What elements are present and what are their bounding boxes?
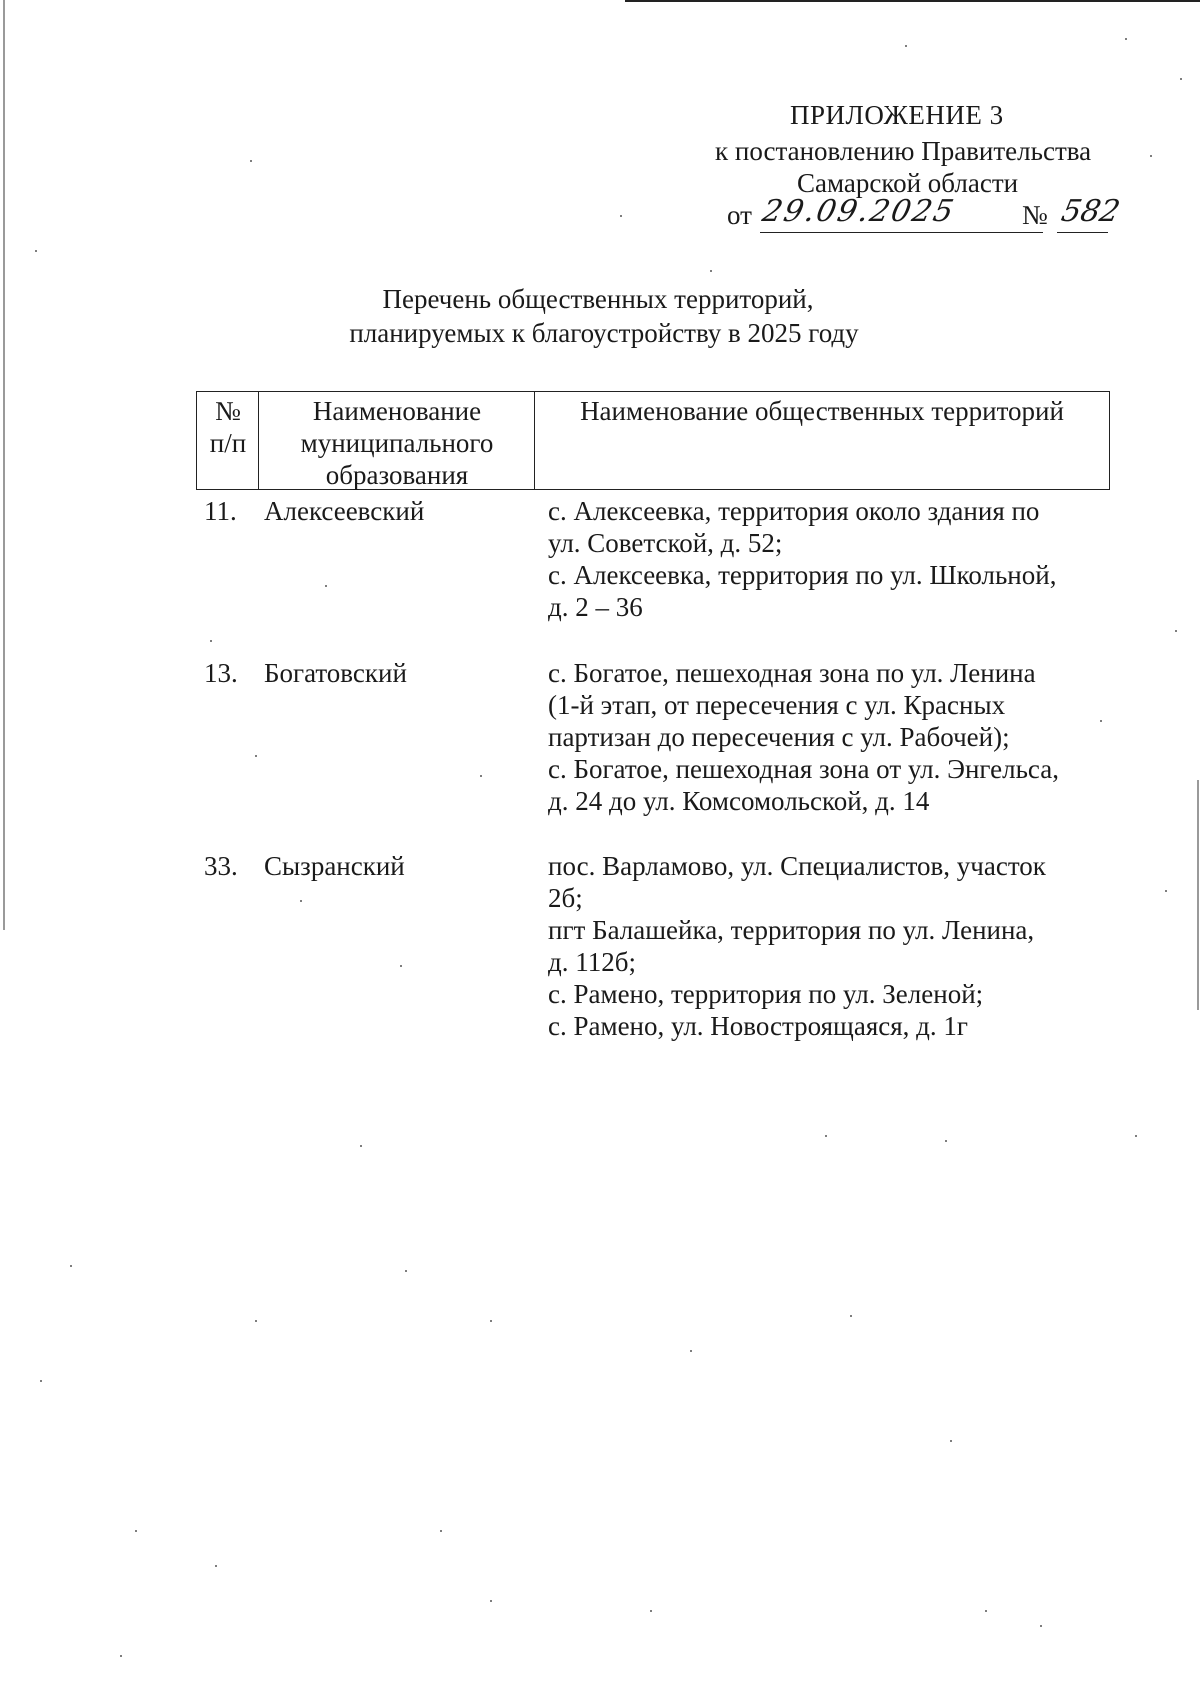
decree-date-row — [727, 194, 1127, 240]
territory-line: (1-й этап, от пересечения с ул. Красных — [548, 690, 1006, 720]
header-number-line: п/п — [209, 428, 247, 458]
row-territories — [548, 495, 1088, 623]
header-number-text — [197, 395, 259, 459]
row-number: 13. — [204, 658, 238, 688]
number-underline — [1057, 232, 1108, 233]
handwritten-number: 582 — [1058, 194, 1123, 229]
header-number-line: № — [215, 396, 241, 426]
header-cell-territories — [535, 392, 1109, 489]
number-label: № — [1022, 200, 1048, 230]
document-title-line-2: планируемых к благоустройству в 2025 году — [349, 318, 859, 348]
header-municipality-text — [259, 395, 535, 491]
territory-line: д. 24 до ул. Комсомольской, д. 14 — [548, 786, 930, 816]
appendix-title: ПРИЛОЖЕНИЕ 3 — [790, 100, 1004, 130]
header-cell-municipality — [259, 392, 535, 489]
scan-edge-top — [625, 0, 1200, 2]
territory-line: с. Богатое, пешеходная зона от ул. Энгельса, — [548, 754, 1059, 784]
territory-line: с. Рамено, ул. Новостроящаяся, д. 1г — [548, 1011, 968, 1041]
header-territories-line: Наименование общественных территорий — [580, 396, 1064, 426]
territory-line: партизан до пересечения с ул. Рабочей); — [548, 722, 1010, 752]
appendix-line-decree: к постановлению Правительства — [715, 136, 1092, 166]
header-municipality-line: муниципального — [300, 428, 494, 458]
document-title — [0, 282, 1200, 350]
row-municipality: Сызранский — [264, 851, 405, 881]
header-municipality-line: Наименование — [312, 396, 482, 426]
territory-line: д. 112б; — [548, 947, 636, 977]
header-cell-number — [197, 392, 259, 489]
row-number: 11. — [204, 496, 237, 526]
row-territories — [548, 657, 1088, 817]
territory-line: с. Богатое, пешеходная зона по ул. Ленина — [548, 658, 1036, 688]
scan-edge-right — [1197, 780, 1199, 1010]
header-municipality-line: образования — [325, 460, 469, 490]
territory-line: 2б; — [548, 883, 583, 913]
row-territories — [548, 850, 1088, 1042]
row-municipality: Богатовский — [264, 658, 407, 688]
territory-line: ул. Советской, д. 52; — [548, 528, 783, 558]
territory-line: с. Рамено, территория по ул. Зеленой; — [548, 979, 984, 1009]
territory-line: пгт Балашейка, территория по ул. Ленина, — [548, 915, 1035, 945]
territory-line: д. 2 – 36 — [548, 592, 643, 622]
handwritten-date: 29.09.2025 — [759, 194, 959, 229]
territory-line: с. Алексеевка, территория по ул. Школьной, — [548, 560, 1057, 590]
territory-line: пос. Варламово, ул. Специалистов, участок — [548, 851, 1046, 881]
table-header — [196, 391, 1110, 490]
scan-edge-left — [3, 0, 5, 930]
document-title-line-1: Перечень общественных территорий, — [382, 284, 814, 314]
territory-line: с. Алексеевка, территория около здания по — [548, 496, 1040, 526]
date-underline — [760, 232, 1043, 233]
row-municipality: Алексеевский — [264, 496, 425, 526]
appendix-line-region: Самарской области — [797, 168, 1019, 198]
date-prefix: от — [727, 200, 752, 230]
row-number: 33. — [204, 851, 238, 881]
header-territories-text — [535, 395, 1109, 427]
